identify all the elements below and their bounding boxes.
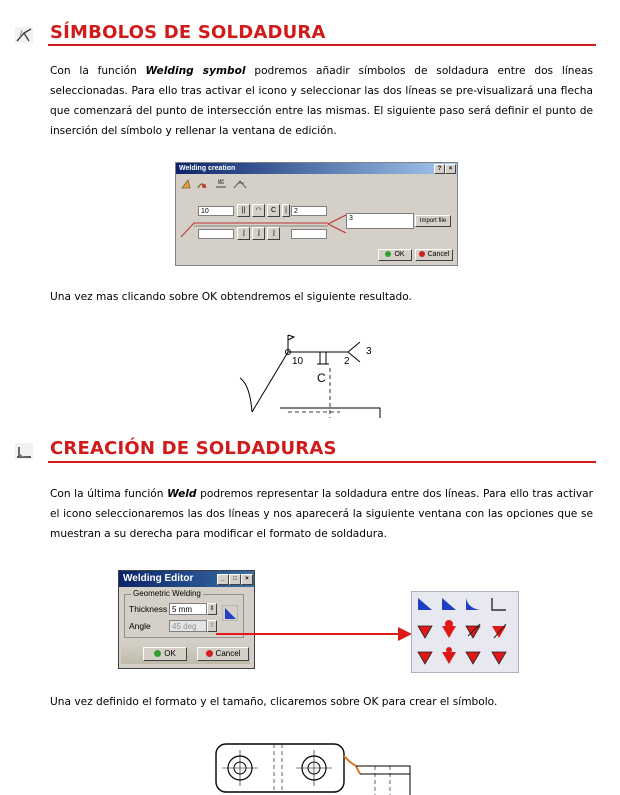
palette-grid — [412, 592, 518, 672]
symbol-arc-button[interactable]: ◠ — [252, 204, 265, 217]
cancel-button[interactable]: Cancel — [415, 249, 453, 261]
weld-contour-icon[interactable] — [198, 184, 206, 188]
symbol-lower-3-button[interactable]: ⌋ — [267, 227, 280, 240]
palette-row-1 — [418, 598, 506, 610]
welding-creation-dialog — [175, 162, 458, 266]
part-drawing — [210, 740, 420, 795]
section2-final-text: Una vez definido el formato y el tamaño, clicaremos sobre OK para crear el símbolo. — [50, 696, 498, 708]
ok-icon — [154, 650, 161, 657]
palette-shape-9[interactable] — [418, 652, 432, 664]
result-left-number: 10 — [292, 356, 304, 367]
title-rule — [48, 44, 596, 46]
thickness-spinner[interactable]: ⇕ — [207, 603, 217, 615]
palette-shape-11[interactable] — [466, 652, 480, 664]
angle-field[interactable]: 45 deg — [169, 620, 207, 632]
red-arrow — [214, 624, 414, 644]
result-symbol: C — [317, 371, 326, 385]
cancel-icon — [206, 650, 213, 657]
palette-shape-4[interactable] — [492, 598, 506, 610]
palette-shape-5[interactable] — [418, 626, 432, 638]
symbol-parallel-button[interactable]: || — [237, 204, 250, 217]
group-label: Geometric Welding — [133, 589, 201, 598]
weld-icon — [15, 443, 33, 459]
svg-text:MP: MP — [218, 178, 224, 183]
maximize-button[interactable]: □ — [229, 574, 241, 585]
weld-flag-icon[interactable] — [234, 181, 246, 188]
result-tail-number: 3 — [366, 346, 372, 357]
palette-shape-10[interactable] — [442, 647, 456, 664]
ok-icon — [385, 251, 391, 257]
palette-shape-6[interactable] — [442, 620, 456, 638]
weld-type-icon[interactable] — [182, 180, 190, 188]
palette-shape-7[interactable] — [466, 624, 480, 638]
thickness-field[interactable]: 5 mm — [169, 603, 207, 615]
title-rule-2 — [48, 461, 596, 463]
palette-shape-8[interactable] — [492, 624, 506, 638]
ok-button[interactable]: OK — [378, 249, 412, 261]
tail-text-field[interactable]: 3 — [346, 213, 414, 229]
cancel-icon — [419, 251, 425, 257]
welding-editor-title: Welding Editor — [123, 573, 194, 584]
dialog-title-bar — [176, 163, 457, 174]
result-right-number: 2 — [344, 356, 350, 367]
import-file-button[interactable]: Import file — [415, 215, 451, 227]
weld-shape-button[interactable] — [222, 605, 238, 621]
welding-toolbar — [180, 178, 250, 190]
symbol-lower-2-button[interactable]: ⌋ — [252, 227, 265, 240]
weld-shape-palette — [411, 591, 519, 673]
welding-symbol-term: Welding symbol — [145, 65, 246, 77]
editor-ok-button[interactable]: OK — [143, 647, 187, 661]
symbol-lower-1-button[interactable]: ⌋ — [237, 227, 250, 240]
welding-result-drawing — [230, 330, 390, 418]
symbol-extra-button[interactable]: | — [282, 204, 290, 217]
minimize-button[interactable]: _ — [217, 574, 229, 585]
left-size-field[interactable]: 10 — [198, 206, 234, 216]
weld-finish-icon[interactable] — [216, 178, 226, 187]
section-title-simbolos: SÍMBOLOS DE SOLDADURA — [50, 22, 326, 43]
palette-shape-12[interactable] — [492, 652, 506, 664]
help-button[interactable]: ? — [434, 164, 445, 174]
welding-symbol-icon — [15, 27, 33, 43]
palette-shape-2[interactable] — [442, 598, 456, 610]
angle-spinner[interactable]: ⇕ — [207, 620, 217, 632]
dialog-title: Welding creation — [179, 165, 236, 172]
section1-paragraph: Con la función Welding symbol podremos añadir símbolos de soldadura entre dos líneas seleccionadas. Para ello tras activar el icono y seleccionar las dos líneas se pre-visualizará una flecha que comenzará del punto de intersección entre las mismas. El siguiente paso será definir el punto de inserción del símbolo y rellenar la ventana de edición. — [50, 65, 594, 137]
welding-editor-dialog — [118, 570, 255, 669]
welding-editor-title-bar — [119, 571, 254, 587]
section1-result-text: Una vez mas clicando sobre OK obtendremos el siguiente resultado. — [50, 291, 412, 303]
section-title-creacion: CREACIÓN DE SOLDADURAS — [50, 438, 337, 459]
palette-shape-3[interactable] — [466, 598, 480, 610]
editor-cancel-button[interactable]: Cancel — [197, 647, 249, 661]
palette-row-2 — [418, 620, 506, 638]
weld-term: Weld — [167, 488, 197, 500]
close-editor-button[interactable]: × — [241, 574, 253, 585]
thickness-label: Thickness — [129, 604, 168, 614]
angle-label: Angle — [129, 621, 151, 631]
section2-paragraph: Con la última función Weld podremos representar la soldadura entre dos líneas. Para ello tras activar el icono seleccionaremos las dos líneas y nos aparecerá la siguiente ventana con las opciones que se muestran a su derecha para modificar el formato de soldadura. — [50, 488, 593, 540]
palette-row-3 — [418, 647, 506, 664]
right-size-field[interactable]: 2 — [291, 206, 327, 216]
palette-shape-1[interactable] — [418, 598, 432, 610]
close-button[interactable]: × — [445, 164, 456, 174]
symbol-c-button[interactable]: C — [267, 204, 280, 217]
